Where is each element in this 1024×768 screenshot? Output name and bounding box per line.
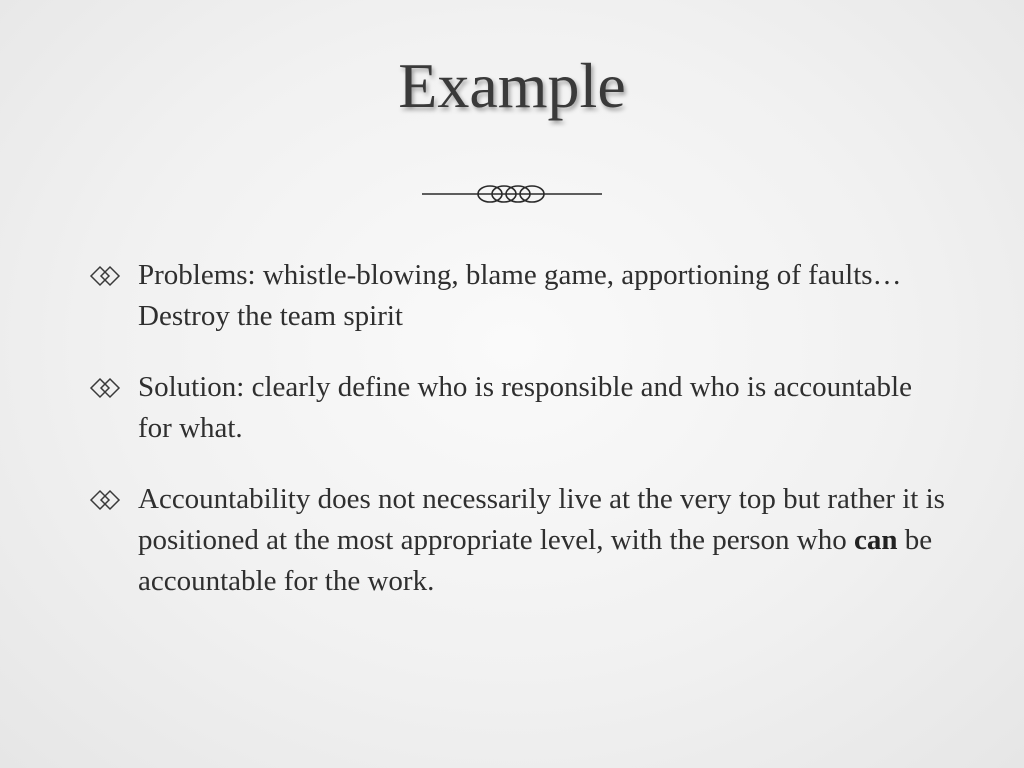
bullet-text: Problems: whistle-blowing, blame game, apportioning of faults… Destroy the team spirit (138, 259, 902, 332)
bullet-list (88, 255, 948, 632)
bullet-text-emphasis: can (853, 524, 898, 556)
bullet-item (88, 479, 948, 602)
bullet-text: be accountable for the work. (138, 524, 933, 597)
slide-title: Example (398, 50, 626, 121)
bullet-item (88, 255, 948, 337)
flourish-divider-icon (422, 180, 602, 208)
interlocking-links-icon (88, 489, 122, 511)
interlocking-links-icon (88, 377, 122, 399)
interlocking-links-icon (88, 265, 122, 287)
bullet-text: Accountability does not necessarily live at the very top but rather it is positioned at the most appropriate level, with the person who (138, 483, 945, 556)
bullet-item (88, 367, 948, 449)
bullet-text: Solution: clearly define who is responsible and who is accountable for what. (138, 371, 912, 444)
